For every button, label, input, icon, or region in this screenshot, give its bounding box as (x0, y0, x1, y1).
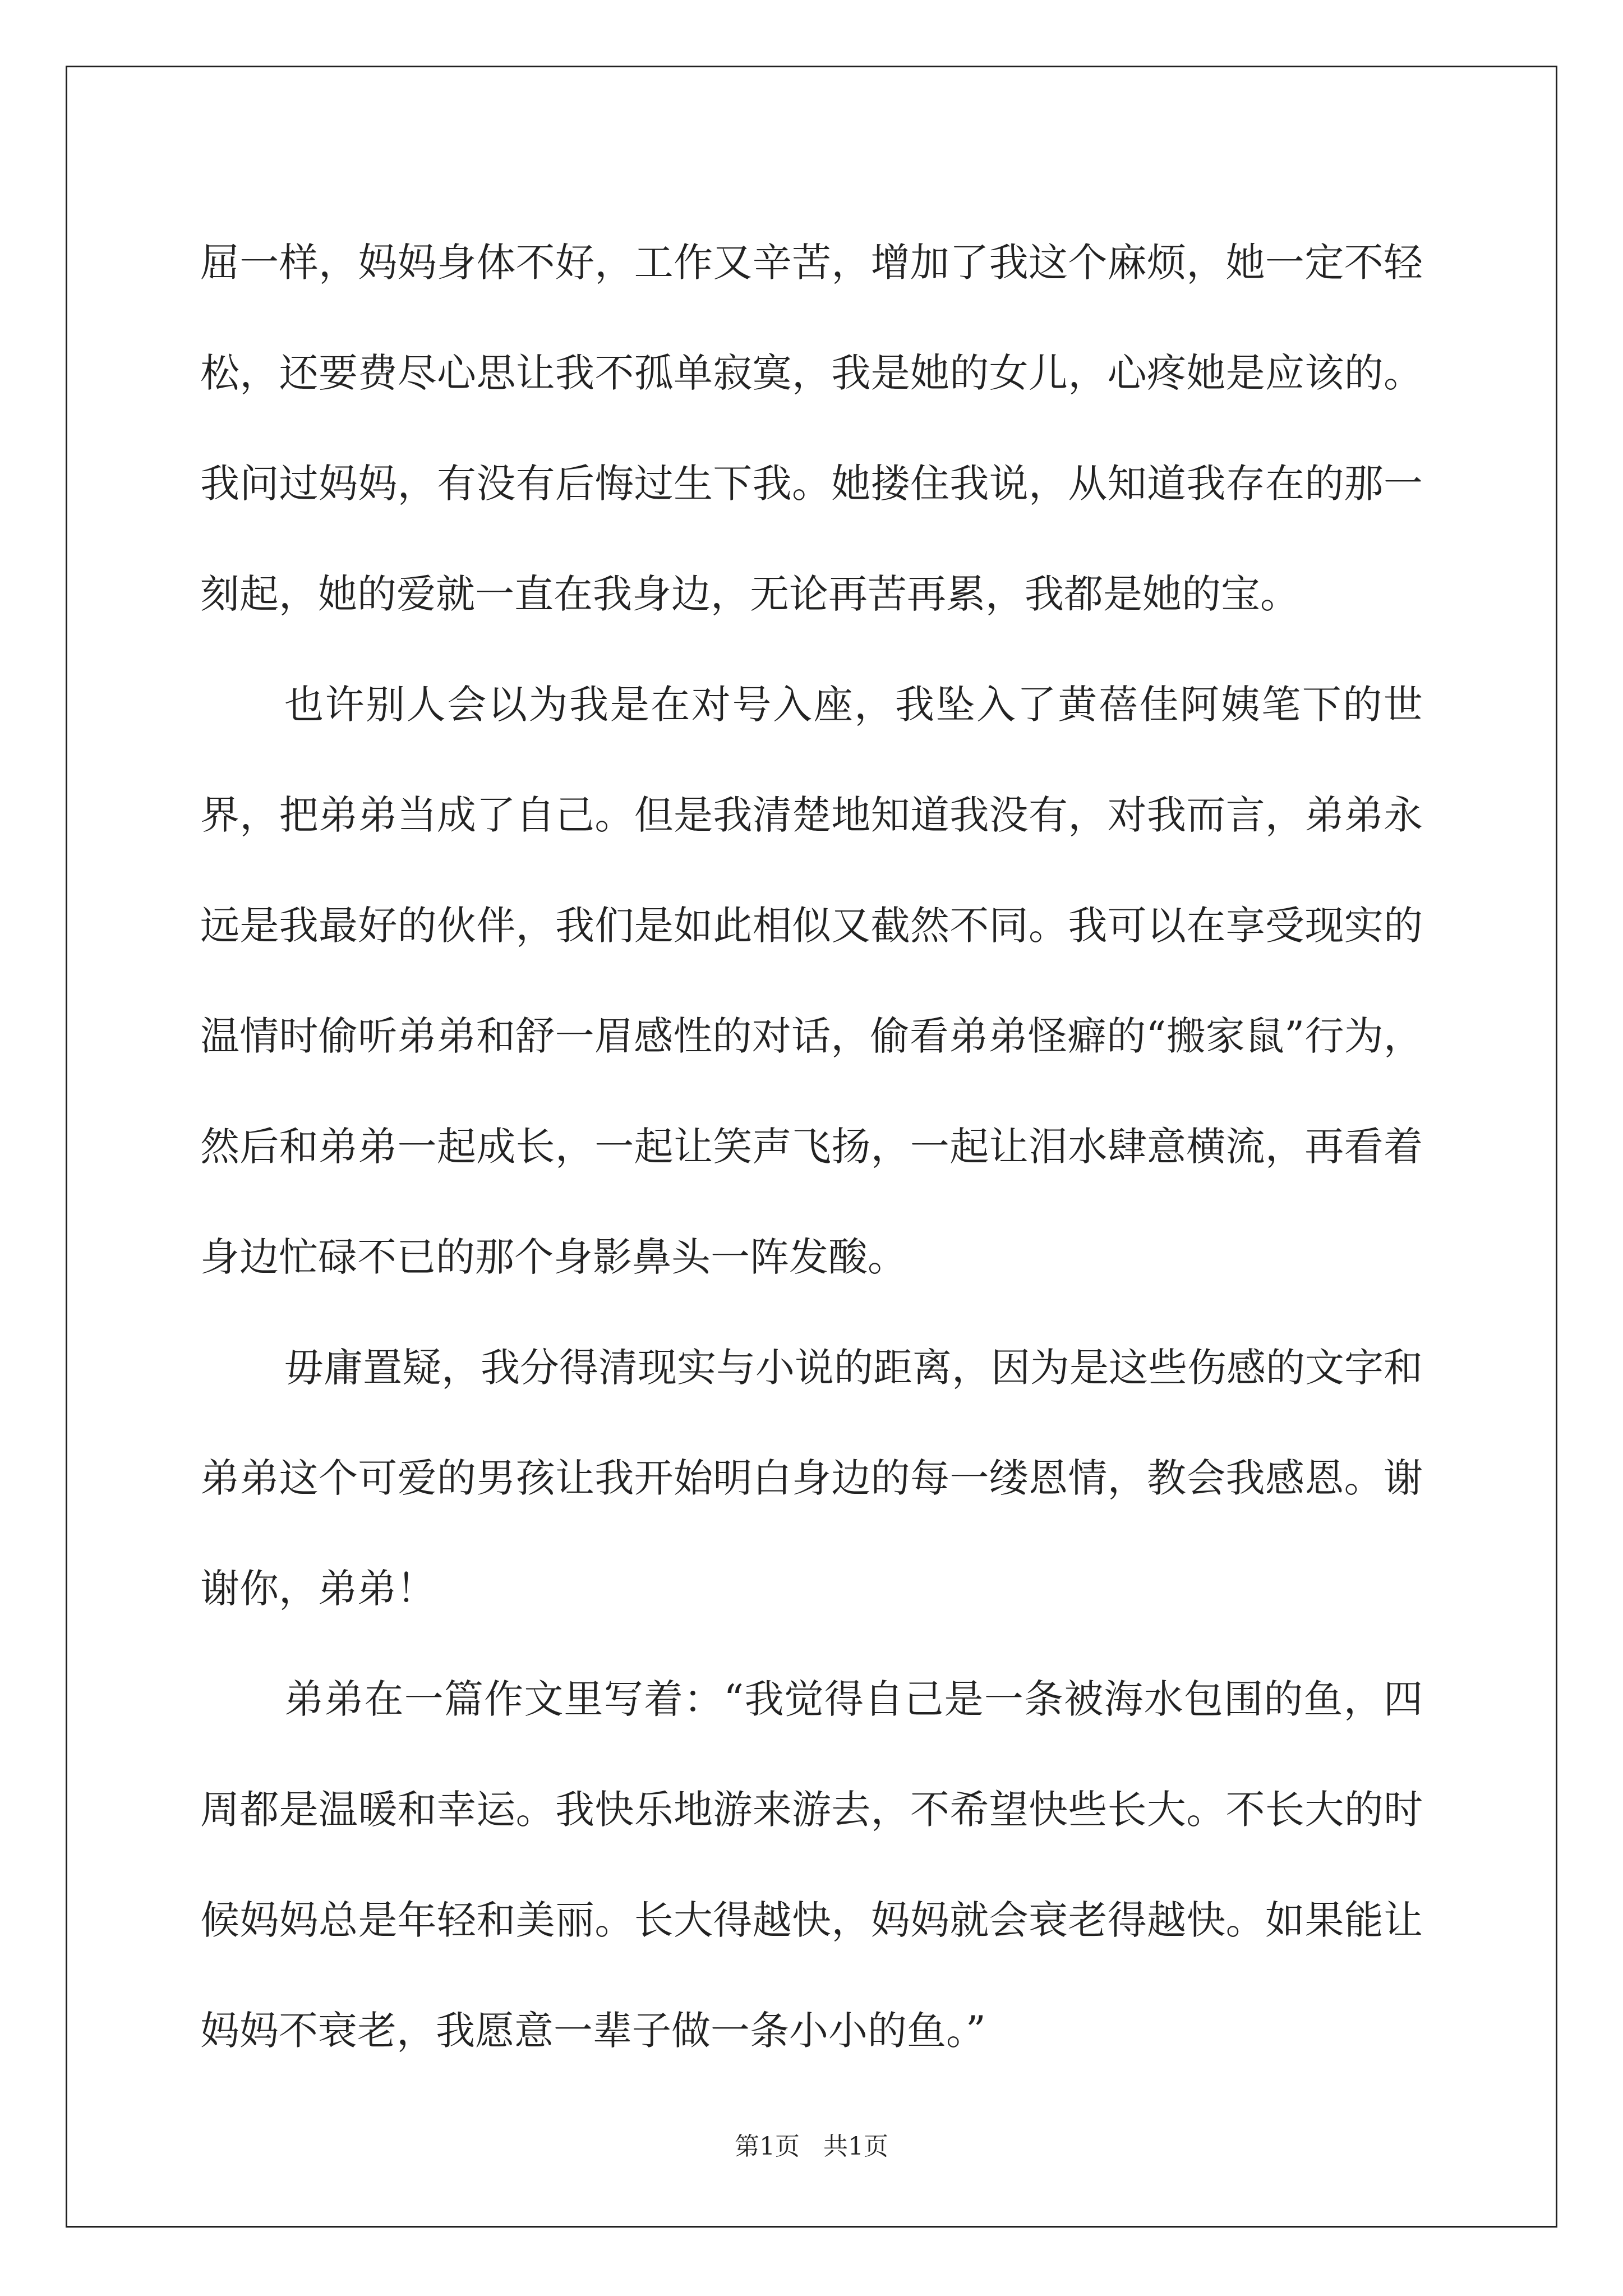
page-number-footer: 第1页 共1页 (735, 2132, 888, 2161)
document-body (200, 208, 1423, 2086)
paragraph-3: 毋庸置疑，我分得清现实与小说的距离，因为是这些伤感的文字和弟弟这个可爱的男孩让我开始明白身边的每一缕恩情，教会我感恩。谢谢你，弟弟！ (200, 1345, 1423, 1612)
paragraph-2: 也许别人会以为我是在对号入座，我坠入了黄蓓佳阿姨笔下的世界，把弟弟当成了自己。但是我清楚地知道我没有，对我而言，弟弟永远是我最好的伙伴，我们是如此相似又截然不同。我可以在享受现实的温情时偷听弟弟和舒一眉感性的对话，偷看弟弟怪癖的“搬家鼠”行为，然后和弟弟一起成长，一起让笑声飞扬，一起让泪水肆意横流，再看着身边忙碌不已的那个身影鼻头一阵发酸。 (200, 682, 1423, 1280)
paragraph-1: 屈一样，妈妈身体不好，工作又辛苦，增加了我这个麻烦，她一定不轻松，还要费尽心思让我不孤单寂寞，我是她的女儿，心疼她是应该的。我问过妈妈，有没有后悔过生下我。她搂住我说，从知道我存在的那一刻起，她的爱就一直在我身边，无论再苦再累，我都是她的宝。 (200, 240, 1423, 617)
paragraph-4: 弟弟在一篇作文里写着：“我觉得自己是一条被海水包围的鱼，四周都是温暖和幸运。我快乐地游来游去，不希望快些长大。不长大的时候妈妈总是年轻和美丽。长大得越快，妈妈就会衰老得越快。如果能让妈妈不衰老，我愿意一辈子做一条小小的鱼。” (200, 1676, 1423, 2054)
